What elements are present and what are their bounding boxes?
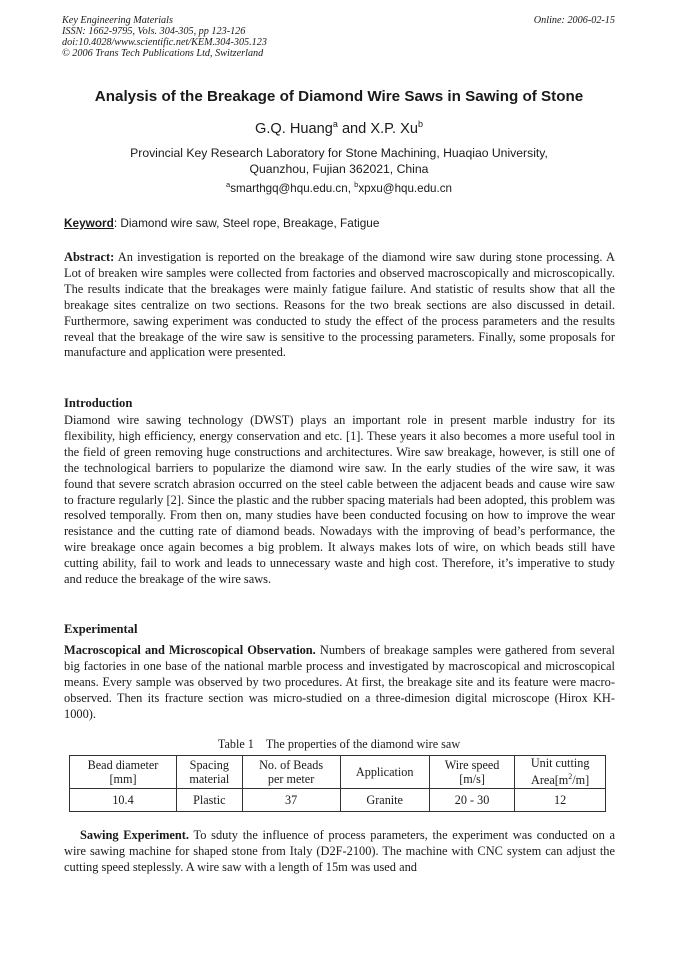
online-date: Online: 2006-02-15 [533,15,615,26]
email-b: xpxu@hqu.edu.cn [358,181,452,195]
doi-line: doi:10.4028/www.scientific.net/KEM.304-305.123 [62,37,267,48]
macro-paragraph [64,643,615,723]
macro-label: Macroscopical and Microscopical Observation. [64,643,316,657]
table-row [70,789,606,812]
cell-application: Granite [340,789,429,812]
keyword-text: : Diamond wire saw, Steel rope, Breakage, Fatigue [113,216,380,230]
email-sep: , [347,181,355,195]
header-bead-diameter: Bead diameter [mm] [70,756,177,789]
abstract-paragraph [64,250,615,361]
table-header-row [70,756,606,789]
header-spacing-material: Spacing material [176,756,242,789]
affiliation [0,145,678,177]
journal-name: Key Engineering Materials [62,15,173,26]
author-2-sup: b [417,119,423,129]
email-a: smarthgq@hqu.edu.cn [230,181,348,195]
keyword-line [64,216,379,230]
cell-unit-cutting-area: 12 [515,789,606,812]
experimental-heading: Experimental [64,622,138,636]
journal-header [62,15,267,59]
author-1: G.Q. Huang [255,120,333,137]
copyright-line: © 2006 Trans Tech Publications Ltd, Switzerland [62,48,264,59]
properties-table [69,755,606,812]
author-line [0,119,678,137]
header-unit-cutting-area: Unit cutting $Area[m^2/m]$ [515,756,606,789]
sawing-text: To sduty the influence of process parameters, the experiment was conducted on a wire sawing machine for shaped stone from Italy (D2F-2100). The machine with CNC system can adjust the cutting speed steplessly. A wire saw with a length of 15m was used and [64,828,616,874]
cell-beads-per-meter: 37 [242,789,340,812]
author-1-sup: a [332,119,338,129]
abstract-text: An investigation is reported on the breakage of the diamond wire saw during stone processing. A Lot of breaken wire samples were collected from factories and observed macroscopically and microscopically. The results indicate that the breakages were mainly fatigue failure. And statistic of results show that all the breakage sites centralize on two sections. Reasons for the two break sections are also discussed in detail. Furthermore, sawing experiment was conducted to study the effect of the process parameters and the results reveal that the breakage of the wire saw is sensitive to the processing parameters. Finally, some proposals for manufacture and application were presented. [64,250,615,360]
sawing-label: Sawing Experiment. [80,828,190,842]
issn-line: ISSN: 1662-9795, Vols. 304-305, pp 123-126 [62,26,246,37]
author-and: and [337,120,371,137]
email-a-sup: a [226,180,231,189]
cell-wire-speed: 20 - 30 [429,789,514,812]
cell-spacing-material: Plastic [176,789,242,812]
header-application: Application [340,756,429,789]
email-line [0,180,678,195]
cell-bead-diameter: 10.4 [70,789,177,812]
introduction-heading: Introduction [64,396,133,410]
header-beads-per-meter: No. of Beads per meter [242,756,340,789]
sawing-paragraph [64,828,615,876]
abstract-label: Abstract: [64,250,115,264]
paper-title: Analysis of the Breakage of Diamond Wire Saws in Sawing of Stone [94,88,584,105]
table-caption: Table 1 The properties of the diamond wire saw [217,737,461,751]
affiliation-line-2: Quanzhou, Fujian 362021, China [249,162,429,176]
keyword-label: Keyword [64,216,114,230]
email-b-sup: b [354,180,359,189]
affiliation-line-1: Provincial Key Research Laboratory for Stone Machining, Huaqiao University, [130,146,548,160]
introduction-paragraph: Diamond wire sawing technology (DWST) plays an important role in present marble industry for its flexibility, high efficiency, energy conservation and etc. [1]. These years it also becomes a more useful tool in the field of green removing huge constructions and architectures. Wire saw breakage, however, is still one of the technological barriers to popularize the diamond wire saw. In the early studies of the wire saw, it was found that severe scratch abrasion occurred on the steel cable between the adjacent beads and cause wire saw to fracture regularly [2]. Since the plastic and the rubber spacing materials had been adopted, this problem was resolved temporally. From then on, many studies have been conducted focusing on how to improve the wear resistance and the cutting rate of diamond beads. Nowadays with the improving of bead’s performance, the wire breakage once again becomes a big problem. It always makes lots of wire, on which beads still have cutting ability, fail to work and leads to unnecessary waste and high cost. Therefore, it’s imperative to study and reduce the breakage of the wire saws. [64,413,615,587]
macro-text: Numbers of breakage samples were gathered from several big factories in one base of the national marble process and investigated by macroscopical and microscopical means. Every sample was observed by two procedures. At first, the breakage site and its feature were macro-observed. Then its fracture section was micro-studied on a three-dimesion digital microscope (Hirox KH-1000). [64,643,615,721]
header-wire-speed: Wire speed [m/s] [429,756,514,789]
author-2: X.P. Xu [370,120,418,137]
